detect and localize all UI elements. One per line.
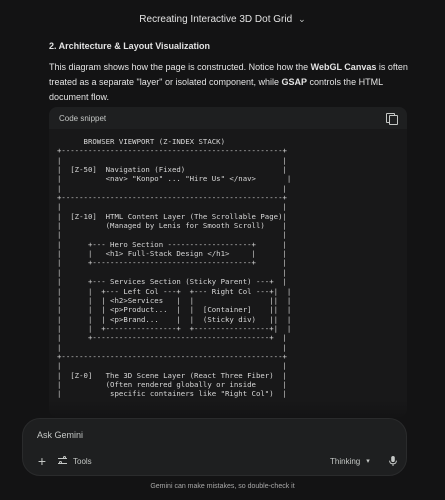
code-line: | | | <p>Product... | | [Container] || | [57,305,292,315]
code-block [49,129,407,417]
code-line: | [Z-50] Navigation (Fixed) | [57,165,287,175]
prompt-input-box[interactable] [22,418,407,476]
code-line: | | | <p>Brand... | | (Sticky div) || | [57,314,292,324]
paragraph-bold-webgl: WebGL Canvas [310,62,377,72]
code-line: | | [57,342,287,352]
code-line: | | [57,361,287,371]
paragraph-text: is often treated as a separate "layer" or isolated component, while [49,62,408,87]
code-line: +--------------------------------------------------+ [57,146,287,156]
code-line: | +------------------------------------+ | [57,258,287,268]
code-line: | +--- Services Section (Sticky Parent) ---+ | [57,277,287,287]
code-line: BROWSER VIEWPORT (Z-INDEX STACK) [57,137,226,146]
code-line: +--------------------------------------------------+ [57,351,287,361]
code-line: | | <h1> Full-Stack Design </h1> | | [57,249,287,259]
tools-label: Tools [73,456,92,466]
code-line: | [Z-0] The 3D Scene Layer (React Three Fiber) | [57,370,287,380]
code-line: | [Z-10] HTML Content Layer (The Scrollable Page)| [57,211,287,221]
paragraph-bold-gsap: GSAP [281,77,308,87]
paragraph-text: This diagram shows how the page is constructed. Notice how the [49,62,311,72]
microphone-icon[interactable] [387,455,399,467]
code-line: | | [57,267,287,277]
code-line: | (Managed by Lenis for Smooth Scroll) | [57,221,287,231]
code-line: | <nav> "Konpo" ... "Hire Us" </nav> | [57,174,292,184]
response-content [49,38,409,105]
code-snippet-label: Code snippet [59,113,107,123]
sliders-icon [58,457,68,465]
chevron-down-icon: ▾ [366,458,370,465]
mode-label: Thinking [330,456,361,466]
code-line: | | [57,202,287,212]
response-paragraph [49,60,409,105]
code-snippet-header [49,107,407,129]
disclaimer-text: Gemini can make mistakes, so double-check it [150,483,295,490]
code-line: | (Often rendered globally or inside | [57,379,287,389]
paragraph-text: controls the HTML document flow. [49,77,383,102]
code-line: | specific containers like "Right Col") | [57,389,287,399]
add-attachment-button[interactable]: + [37,453,47,469]
code-line: | | [57,230,287,240]
code-line: | | [57,155,287,165]
tools-button[interactable] [58,453,92,469]
code-line: | | | <h2>Services | | || | [57,295,292,305]
code-line: +--------------------------------------------------+ [57,193,287,203]
conversation-title: Recreating Interactive 3D Dot Grid [139,13,293,25]
section-heading: 2. Architecture & Layout Visualization [49,41,211,51]
code-line: | | +----------------+ +-----------------+| | [57,323,292,333]
scroll-fade [0,400,445,420]
code-snippet-card [49,107,407,417]
code-line: | +--- Hero Section -------------------+ | [57,239,287,249]
conversation-title-bar[interactable] [0,0,445,38]
code-line: | | +--- Left Col ---+ +--- Right Col ---+| | [57,286,292,296]
prompt-input[interactable]: Ask Gemini [37,430,84,440]
code-line: | | [57,183,287,193]
model-mode-selector[interactable] [330,453,370,469]
copy-icon[interactable] [385,112,397,124]
chevron-down-icon: ⌄ [298,13,306,24]
code-line: | +----------------------------------------+ | [57,333,287,343]
